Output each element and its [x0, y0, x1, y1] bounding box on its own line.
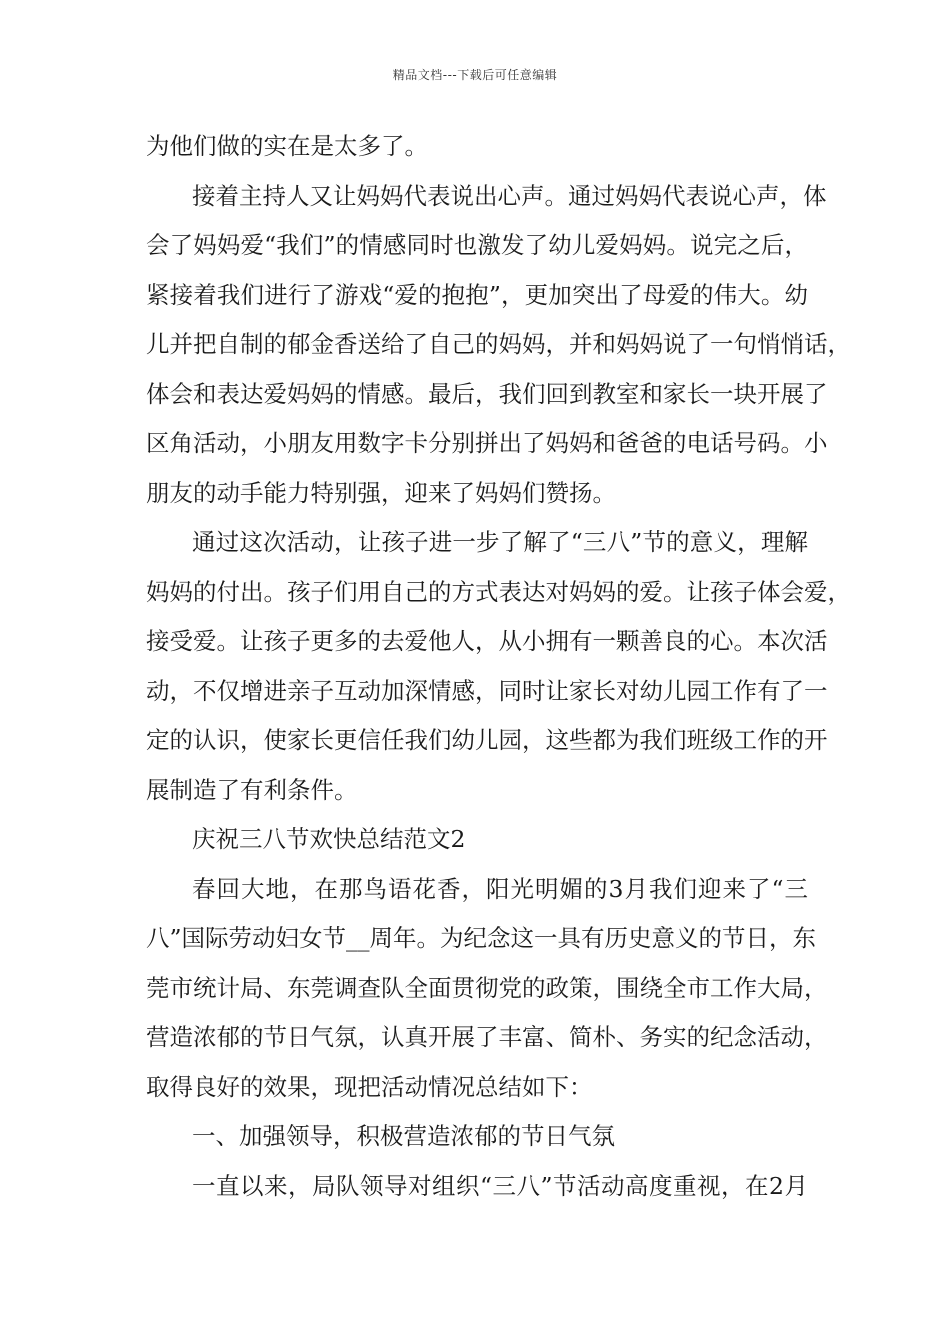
text-line: 春回大地，在那鸟语花香，阳光明媚的3月我们迎来了“三 [192, 874, 808, 903]
text-line: 区角活动，小朋友用数字卡分别拼出了妈妈和爸爸的电话号码。小 [146, 429, 828, 457]
text-line: 体会和表达爱妈妈的情感。最后，我们回到教室和家长一块开展了 [146, 379, 828, 408]
document-body [146, 128, 851, 1217]
text-line: 会了妈妈爱“我们”的情感同时也激发了幼儿爱妈妈。说完之后， [146, 231, 808, 259]
text-line: 莞市统计局、东莞调查队全面贯彻党的政策，围绕全市工作大局， [146, 973, 828, 1002]
text-line: 定的认识，使家长更信任我们幼儿园，这些都为我们班级工作的开 [146, 726, 828, 754]
text-line: 接受爱。让孩子更多的去爱他人，从小拥有一颗善良的心。本次活 [146, 627, 828, 655]
text-line: 八”国际劳动妇女节__周年。为纪念这一具有历史意义的节日，东 [146, 924, 817, 952]
text-line: 展制造了有利条件。 [146, 775, 358, 804]
text-line: 一直以来，局队领导对组织“三八”节活动高度重视，在2月 [192, 1171, 808, 1200]
text-line: 接着主持人又让妈妈代表说出心声。通过妈妈代表说心声，体 [192, 181, 827, 210]
text-line: 为他们做的实在是太多了。 [146, 132, 428, 160]
text-line: 一、加强领导，积极营造浓郁的节日气氛 [192, 1122, 615, 1150]
text-line: 儿并把自制的郁金香送给了自己的妈妈，并和妈妈说了一句悄悄话， [146, 330, 851, 358]
text-line: 朋友的动手能力特别强，迎来了妈妈们赞扬。 [146, 478, 616, 507]
text-line: 通过这次活动，让孩子进一步了解了“三八”节的意义，理解 [192, 528, 808, 556]
text-line: 紧接着我们进行了游戏“爱的抱抱”，更加突出了母爱的伟大。幼 [146, 280, 808, 309]
text-line: 营造浓郁的节日气氛，认真开展了丰富、简朴、务实的纪念活动， [146, 1023, 828, 1051]
text-line: 取得良好的效果，现把活动情况总结如下： [146, 1072, 593, 1101]
page-header: 精品文档---下载后可任意编辑 [392, 68, 558, 82]
text-line: 动，不仅增进亲子互动加深情感，同时让家长对幼儿园工作有了一 [146, 676, 828, 705]
text-line: 妈妈的付出。孩子们用自己的方式表达对妈妈的爱。让孩子体会爱， [146, 577, 851, 606]
text-line: 庆祝三八节欢快总结范文2 [192, 825, 466, 853]
